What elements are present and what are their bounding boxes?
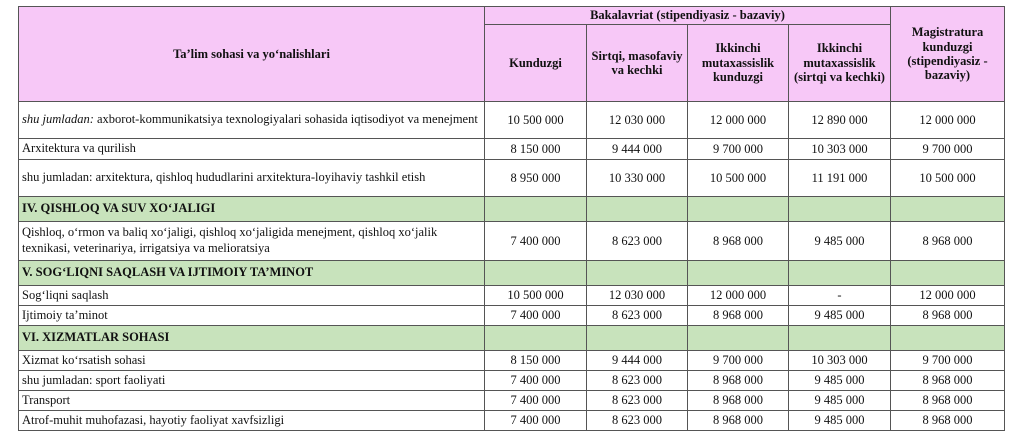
fee-cell: 9 700 000 [891,139,1005,160]
fee-cell: - [789,286,891,306]
fee-cell: 12 030 000 [587,102,688,139]
direction-name: Ijtimoiy ta’minot [19,306,485,326]
fee-cell: 8 968 000 [688,411,789,431]
direction-name: Sog‘liqni saqlash [19,286,485,306]
section-empty-cell [789,326,891,351]
direction-name: Xizmat ko‘rsatish sohasi [19,351,485,371]
direction-name: shu jumladan: arxitektura, qishloq hududlarini arxitektura-loyihaviy tashkil etish [19,160,485,197]
fee-cell: 8 623 000 [587,411,688,431]
header-second-specialty-full-time: Ikkinchi mutaxassislik kunduzgi [688,25,789,102]
fee-cell: 8 623 000 [587,371,688,391]
fee-cell: 12 000 000 [688,102,789,139]
section-title: V. SOG‘LIQNI SAQLASH VA IJTIMOIY TA’MINOT [19,261,485,286]
section-empty-cell [789,197,891,222]
fee-cell: 8 968 000 [891,222,1005,261]
table-body [19,102,1005,431]
fee-cell: 10 303 000 [789,139,891,160]
fee-cell: 8 950 000 [485,160,587,197]
direction-name: shu jumladan: sport faoliyati [19,371,485,391]
table-row [19,306,1005,326]
table-row [19,160,1005,197]
table-row [19,371,1005,391]
table-header [19,7,1005,102]
fee-cell: 12 890 000 [789,102,891,139]
fee-cell: 8 968 000 [891,371,1005,391]
fee-cell: 7 400 000 [485,371,587,391]
direction-name [19,102,485,139]
section-title: IV. QISHLOQ VA SUV XO‘JALIGI [19,197,485,222]
fee-cell: 8 968 000 [688,222,789,261]
section-empty-cell [891,261,1005,286]
fee-cell: 9 485 000 [789,222,891,261]
fee-cell: 8 623 000 [587,222,688,261]
fee-cell: 7 400 000 [485,222,587,261]
fee-cell: 8 968 000 [891,391,1005,411]
fee-cell: 9 485 000 [789,306,891,326]
table-row [19,391,1005,411]
section-row [19,261,1005,286]
fee-cell: 7 400 000 [485,391,587,411]
fee-cell: 9 444 000 [587,139,688,160]
fee-cell: 8 150 000 [485,351,587,371]
section-empty-cell [485,197,587,222]
table-row [19,411,1005,431]
name-prefix: shu jumladan: [22,112,94,127]
section-empty-cell [688,326,789,351]
section-empty-cell [587,197,688,222]
section-empty-cell [485,261,587,286]
fee-cell: 12 000 000 [688,286,789,306]
fee-cell: 8 968 000 [891,411,1005,431]
fee-cell: 9 485 000 [789,371,891,391]
section-empty-cell [485,326,587,351]
fee-cell: 8 968 000 [688,306,789,326]
tuition-fee-table [18,6,1005,431]
fee-cell: 10 330 000 [587,160,688,197]
fee-cell: 12 000 000 [891,286,1005,306]
section-empty-cell [891,326,1005,351]
header-part-time-distance-evening: Sirtqi, masofaviy va kechki [587,25,688,102]
fee-cell: 12 030 000 [587,286,688,306]
fee-cell: 8 623 000 [587,391,688,411]
section-empty-cell [789,261,891,286]
header-master-full-time: Magistratura kunduzgi (stipendiyasiz - bazaviy) [891,7,1005,102]
fee-cell: 9 700 000 [688,139,789,160]
fee-cell: 8 968 000 [688,391,789,411]
fee-cell: 9 700 000 [688,351,789,371]
fee-cell: 10 500 000 [485,102,587,139]
table-row [19,286,1005,306]
header-direction: Ta’lim sohasi va yo‘nalishlari [19,7,485,102]
fee-cell: 7 400 000 [485,411,587,431]
table-row [19,139,1005,160]
fee-cell: 10 303 000 [789,351,891,371]
fee-cell: 11 191 000 [789,160,891,197]
fee-cell: 9 485 000 [789,391,891,411]
section-empty-cell [688,197,789,222]
direction-name: Transport [19,391,485,411]
header-bachelor-group: Bakalavriat (stipendiyasiz - bazaviy) [485,7,891,25]
section-empty-cell [688,261,789,286]
fee-cell: 10 500 000 [688,160,789,197]
table-row [19,222,1005,261]
direction-name: Atrof-muhit muhofazasi, hayotiy faoliyat xavfsizligi [19,411,485,431]
table-row [19,102,1005,139]
header-full-time: Kunduzgi [485,25,587,102]
fee-cell: 8 623 000 [587,306,688,326]
fee-cell: 12 000 000 [891,102,1005,139]
section-row [19,197,1005,222]
section-empty-cell [587,326,688,351]
section-title: VI. XIZMATLAR SOHASI [19,326,485,351]
fee-cell: 8 150 000 [485,139,587,160]
section-empty-cell [891,197,1005,222]
table-row [19,351,1005,371]
section-row [19,326,1005,351]
fee-cell: 9 485 000 [789,411,891,431]
direction-name: Arxitektura va qurilish [19,139,485,160]
fee-cell: 8 968 000 [688,371,789,391]
fee-cell: 10 500 000 [485,286,587,306]
direction-name: Qishloq, o‘rmon va baliq xo‘jaligi, qishloq xo‘jaligida menejment, qishloq xo‘jalik texnikasi, veterinariya, irrigatsiya va melioratsiya [19,222,485,261]
section-empty-cell [587,261,688,286]
fee-cell: 10 500 000 [891,160,1005,197]
fee-cell: 9 700 000 [891,351,1005,371]
fee-cell: 8 968 000 [891,306,1005,326]
name-text: axborot-kommunikatsiya texnologiyalari sohasida iqtisodiyot va menejment [93,112,478,127]
fee-cell: 9 444 000 [587,351,688,371]
header-second-specialty-part-time: Ikkinchi mutaxassislik (sirtqi va kechki) [789,25,891,102]
fee-cell: 7 400 000 [485,306,587,326]
